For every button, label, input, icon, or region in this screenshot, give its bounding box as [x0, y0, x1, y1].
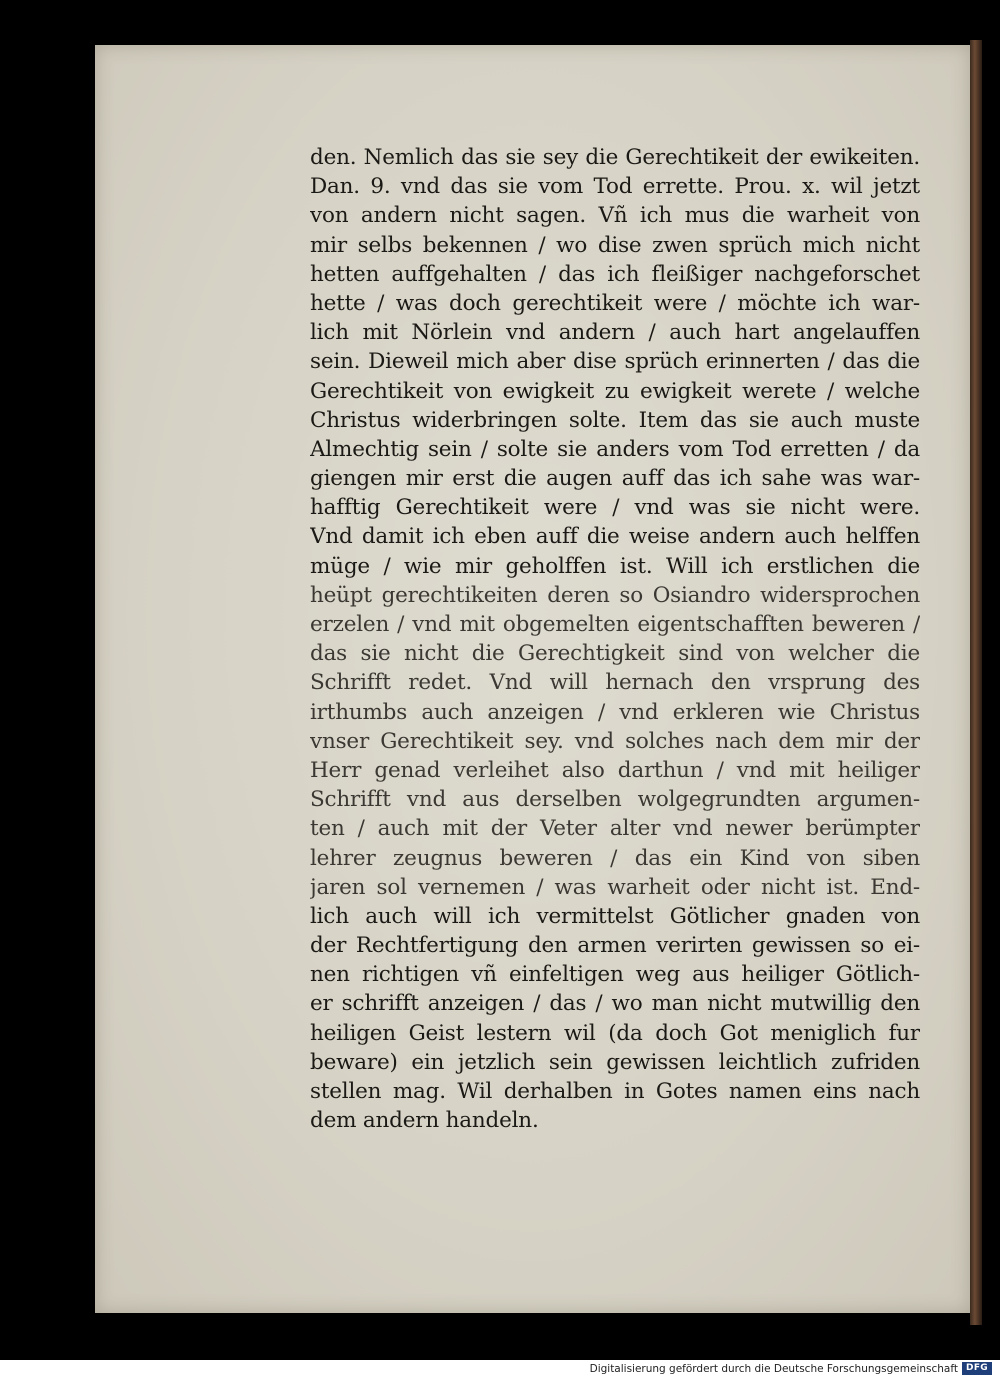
page-text	[310, 143, 920, 1135]
text-line-29: nen richtigen vñ einfeltigen weg aus heiliger Götlich-	[310, 962, 920, 988]
text-line-15: müge / wie mir geholffen ist. Will ich erstlichen die	[310, 553, 920, 579]
text-line-16: heüpt gerechtikeiten deren so Osiandro widersprochen	[310, 582, 920, 608]
text-line-24: ten / auch mit der Veter alter vnd newer berümpter	[310, 816, 920, 842]
text-line-6: hette / was doch gerechtikeit were / möchte ich war-	[310, 290, 920, 316]
text-line-17: erzelen / vnd mit obgemelten eigentschafften beweren /	[310, 612, 920, 637]
text-line-12: giengen mir erst die augen auff das ich sahe was war-	[310, 466, 920, 492]
text-line-33: stellen mag. Wil derhalben in Gotes namen eins nach	[310, 1079, 920, 1104]
text-line-32: beware) ein jetzlich sein gewissen leichtlich zufriden	[310, 1049, 920, 1075]
text-line-19: Schrifft redet. Vnd will hernach den vrsprung des	[310, 670, 920, 696]
text-line-4: mir selbs bekennen / wo dise zwen sprüch mich nicht	[310, 232, 920, 258]
text-line-27: lich auch will ich vermittelst Götlicher gnaden von	[310, 903, 920, 929]
page-edge	[970, 40, 982, 1325]
text-line-1: den. Nemlich das sie sey die Gerechtikeit der ewikeiten.	[310, 145, 920, 170]
funding-credit: Digitalisierung gefördert durch die Deutsche Forschungsgemeinschaft	[589, 1363, 958, 1375]
text-line-23: Schrifft vnd aus derselben wolgegrundten argumen-	[310, 787, 920, 813]
text-line-9: Gerechtikeit von ewigkeit zu ewigkeit werete / welche	[310, 378, 920, 404]
text-line-14: Vnd damit ich eben auff die weise andern auch helffen	[310, 524, 920, 550]
text-line-28: der Rechtfertigung den armen verirten gewissen so ei-	[310, 933, 920, 959]
text-line-31: heiligen Geist lestern wil (da doch Got meniglich fur	[310, 1020, 920, 1046]
text-line-13: hafftig Gerechtikeit were / vnd was sie nicht were.	[310, 495, 920, 521]
text-line-21: vnser Gerechtikeit sey. vnd solches nach dem mir der	[310, 728, 920, 754]
text-line-20: irthumbs auch anzeigen / vnd erkleren wie Christus	[310, 699, 920, 725]
text-line-3: von andern nicht sagen. Vñ ich mus die warheit von	[310, 203, 920, 229]
text-line-22: Herr genad verleihet also darthun / vnd mit heiliger	[310, 757, 920, 783]
text-line-8: sein. Dieweil mich aber dise sprüch erinnerten / das die	[310, 349, 920, 375]
text-line-7: lich mit Nörlein vnd andern / auch hart angelauffen	[310, 320, 920, 346]
text-line-26: jaren sol vernemen / was warheit oder nicht ist. End-	[310, 874, 920, 900]
text-line-34: dem andern handeln.	[310, 1108, 539, 1134]
dfg-logo[interactable]: DFG	[962, 1362, 992, 1375]
text-line-11: Almechtig sein / solte sie anders vom Tod erretten / da	[310, 436, 920, 462]
text-line-18: das sie nicht die Gerechtigkeit sind von welcher die	[310, 641, 920, 667]
text-line-10: Christus widerbringen solte. Item das sie auch muste	[310, 407, 920, 433]
text-line-2: Dan. 9. vnd das sie vom Tod errette. Prou. x. wil jetzt	[310, 174, 920, 200]
text-line-30: er schrifft anzeigen / das / wo man nicht mutwillig den	[310, 991, 920, 1017]
text-line-25: lehrer zeugnus beweren / das ein Kind von siben	[310, 845, 920, 871]
text-line-5: hetten auffgehalten / das ich fleißiger nachgeforschet	[310, 261, 920, 287]
